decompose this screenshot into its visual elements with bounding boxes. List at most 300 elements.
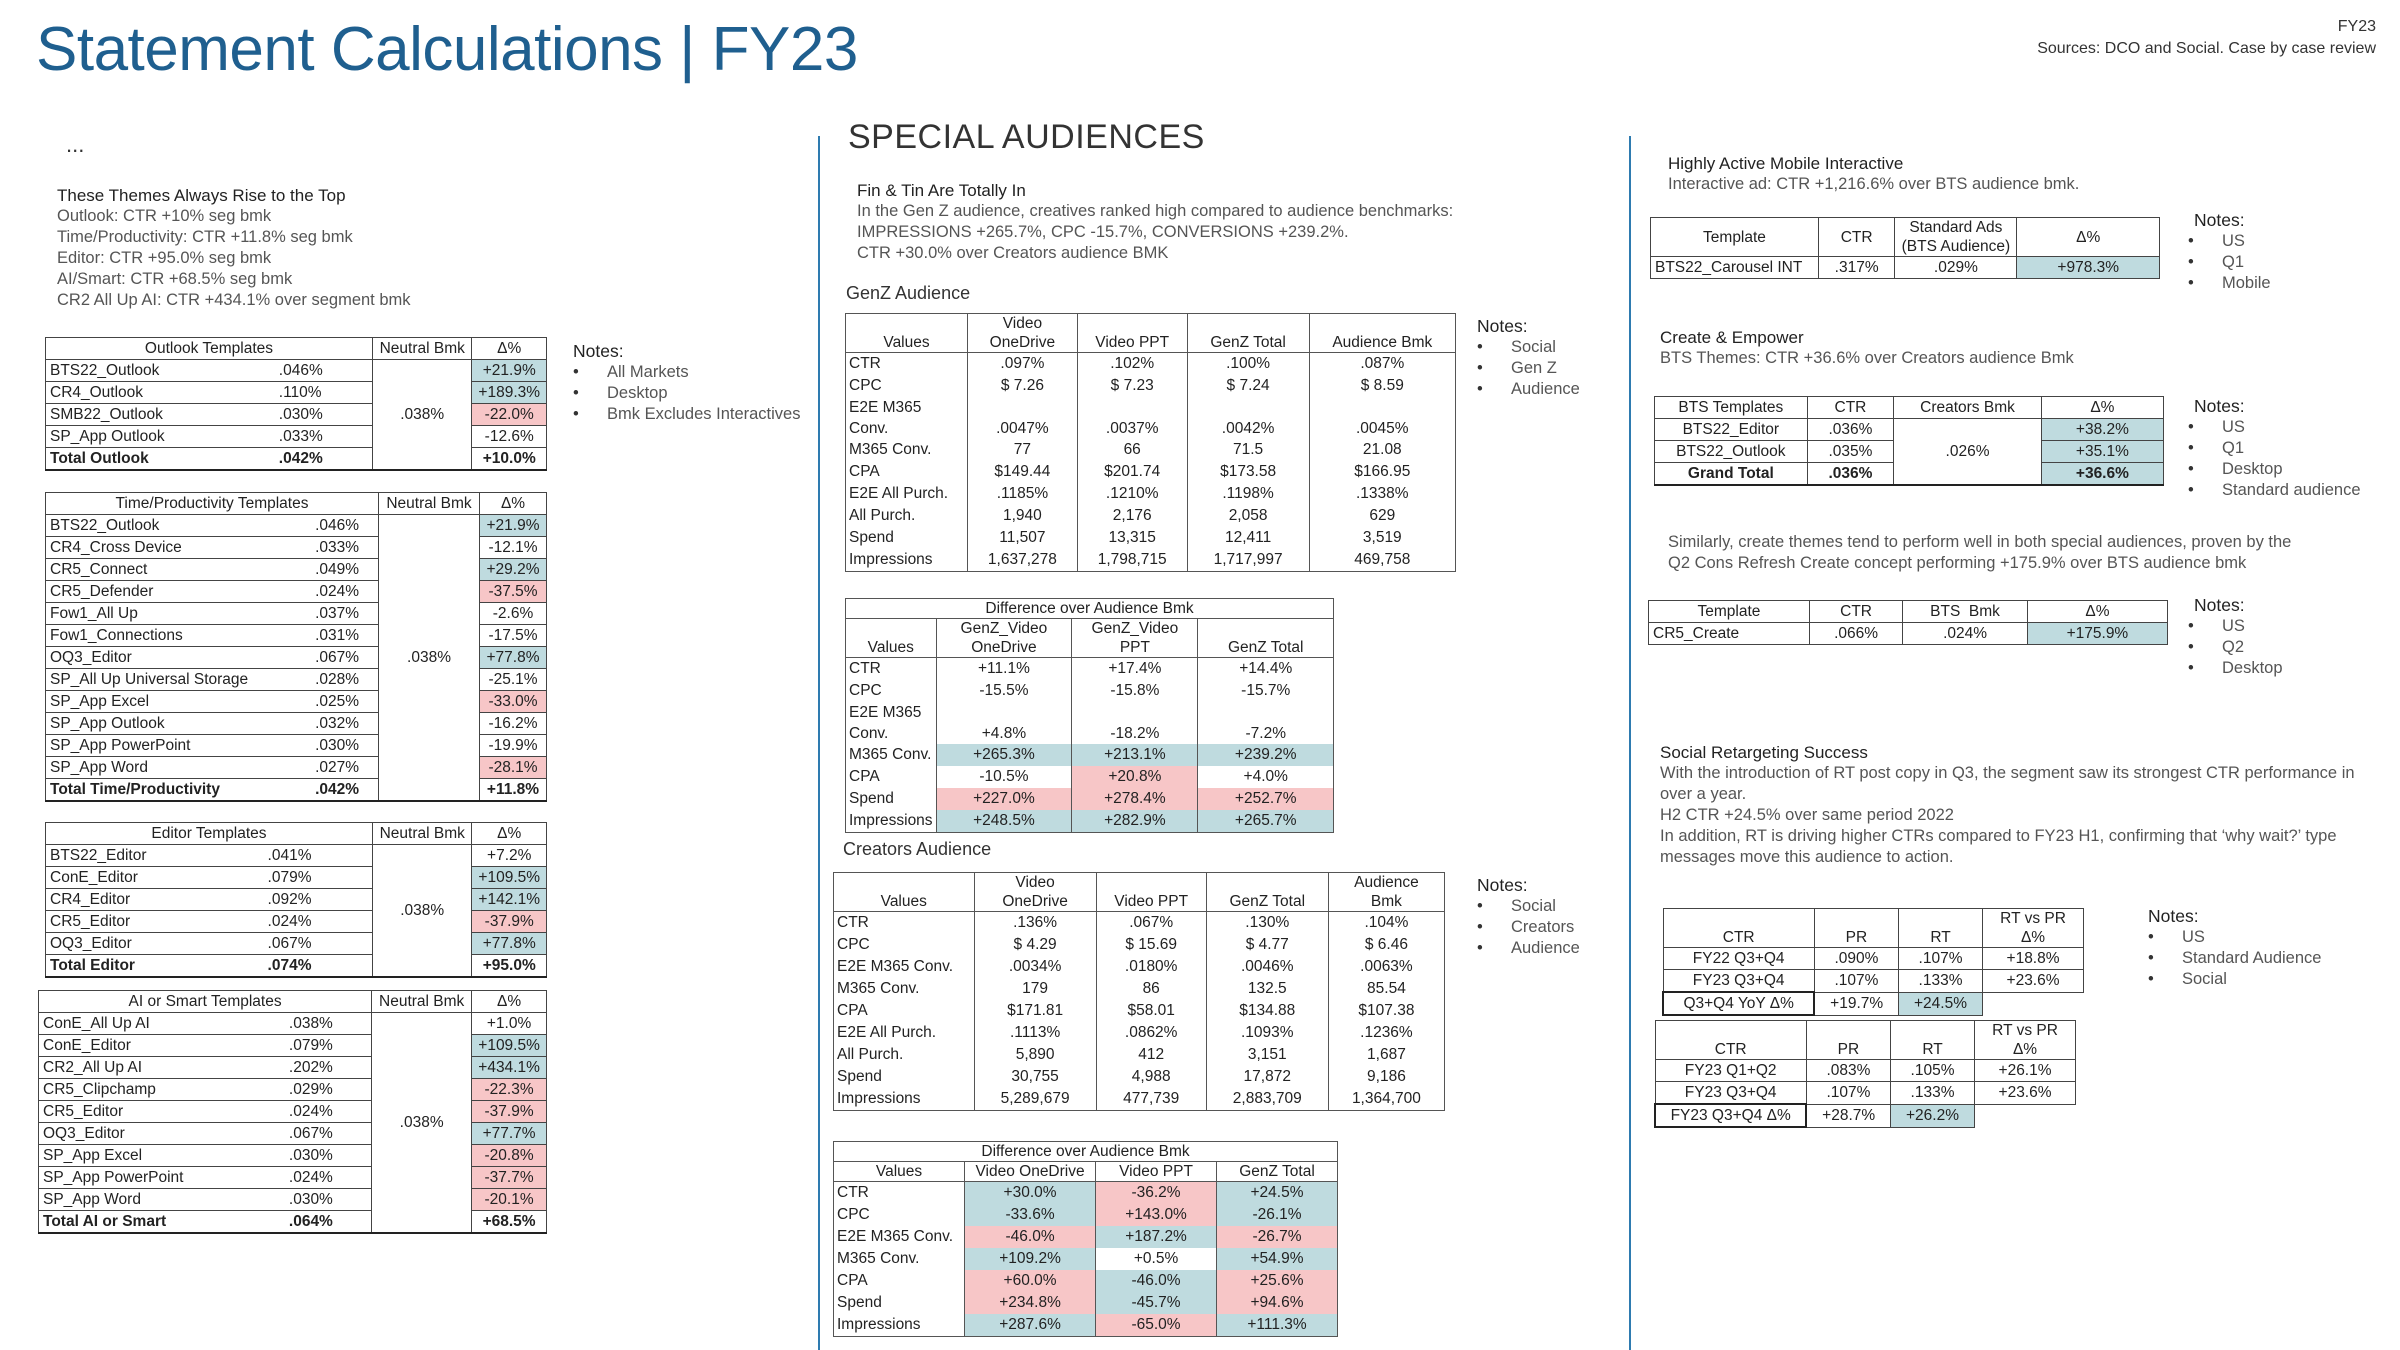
table-row: [846, 810, 1334, 833]
column-header: Video OneDrive: [974, 873, 1096, 912]
note-item: • Audience: [1477, 938, 1580, 959]
metric-value: +143.0%: [1096, 1204, 1217, 1226]
editor-templates-table: [45, 822, 547, 978]
metric-label: CTR: [846, 353, 968, 376]
table-row: [846, 397, 1456, 439]
metric-value: -15.8%: [1072, 680, 1198, 702]
table-header-row: [834, 873, 1445, 912]
metric-value: +94.6%: [1217, 1292, 1338, 1314]
metric-value: +175.9%: [2027, 623, 2167, 645]
table-row: [846, 483, 1456, 505]
social-line: With the introduction of RT post copy in Q3, the segment saw its strongest CTR performance in: [1660, 764, 2355, 782]
column-header: Neutral Bmk: [372, 991, 472, 1013]
table-header-row: [1649, 601, 2168, 623]
table-row: [846, 766, 1334, 788]
table-row: [846, 702, 1334, 744]
create-text: BTS Themes: CTR +36.6% over Creators audience Bmk: [1660, 349, 2074, 367]
column-header: Template: [1651, 218, 1819, 257]
metric-value: 3,519: [1309, 527, 1455, 549]
metric-label: M365 Conv.: [834, 1248, 965, 1270]
ctr-value: .029%: [285, 1079, 372, 1101]
note-item: • Social: [2148, 969, 2321, 990]
fin-title: Fin & Tin Are Totally In: [857, 181, 1026, 200]
metric-label: CPA: [834, 1000, 975, 1022]
metric-label: CPA: [846, 461, 968, 483]
total-ctr: .036%: [1807, 463, 1894, 486]
table-row: [46, 404, 547, 426]
delta-value: -22.3%: [472, 1079, 547, 1101]
genz-difference-table: [845, 598, 1334, 833]
column-header: CTR: [1809, 601, 1902, 623]
note-item: • US: [2188, 231, 2271, 252]
template-name: SP_App PowerPoint: [46, 735, 312, 757]
ctr-value: .030%: [285, 1145, 372, 1167]
template-name: CR2_All Up AI: [39, 1057, 285, 1079]
time-productivity-table: [45, 492, 547, 802]
social-line: messages move this audience to action.: [1660, 848, 1954, 866]
metric-label: M365 Conv.: [834, 978, 975, 1000]
note-item: • Q2: [2188, 637, 2283, 658]
yoy-value: +19.7%: [1814, 992, 1898, 1015]
metric-value: 1,687: [1328, 1044, 1444, 1066]
ellipsis: ...: [66, 132, 85, 157]
metric-value: 1,717,997: [1187, 549, 1309, 572]
left-notes: [573, 341, 801, 425]
column-header: CTR: [1663, 909, 1814, 948]
table-header-row: [46, 493, 547, 515]
metric-value: +4.8%: [936, 702, 1072, 744]
note-item: • US: [2188, 616, 2283, 637]
notes-title: Notes:: [2148, 906, 2199, 926]
table-row: [846, 680, 1334, 702]
ctr-value: .024%: [264, 911, 373, 933]
column-header: Δ%: [472, 823, 547, 845]
metric-value: +18.8%: [1983, 948, 2084, 970]
total-delta: +10.0%: [472, 448, 547, 471]
column-header: Standard Ads (BTS Audience): [1895, 218, 2017, 257]
table-row: [846, 505, 1456, 527]
table-header-row: [46, 823, 547, 845]
delta-value: +21.9%: [480, 515, 547, 537]
column-header: Values: [834, 1162, 965, 1182]
metric-value: 12,411: [1187, 527, 1309, 549]
metric-value: -65.0%: [1096, 1314, 1217, 1337]
metric-value: +14.4%: [1198, 658, 1334, 681]
table-row: [846, 439, 1456, 461]
metric-value: $ 4.29: [974, 934, 1096, 956]
period-label: FY23 Q3+Q4: [1655, 1082, 1806, 1105]
column-header: Template: [1649, 601, 1810, 623]
column-header: Values: [846, 314, 968, 353]
neutral-bmk-value: .038%: [379, 515, 480, 802]
fin-line: CTR +30.0% over Creators audience BMK: [857, 244, 1169, 262]
delta-value: +21.9%: [472, 360, 547, 382]
metric-value: -10.5%: [936, 766, 1072, 788]
total-label: Total Editor: [46, 955, 264, 978]
genz-audience-label: GenZ Audience: [846, 283, 971, 303]
themes-block: [57, 185, 411, 311]
total-delta: +68.5%: [472, 1211, 547, 1234]
note-item: • Desktop: [573, 383, 801, 404]
metric-value: $173.58: [1187, 461, 1309, 483]
metric-value: -18.2%: [1072, 702, 1198, 744]
delta-value: +77.8%: [472, 933, 547, 955]
theme-line: Time/Productivity: CTR +11.8% seg bmk: [57, 228, 353, 246]
neutral-bmk-value: .038%: [372, 360, 472, 471]
column-header: GenZ Total: [1217, 1162, 1338, 1182]
social-title: Social Retargeting Success: [1660, 743, 1868, 762]
metric-value: $ 15.69: [1096, 934, 1206, 956]
metric-label: All Purch.: [834, 1044, 975, 1066]
fin-line: In the Gen Z audience, creatives ranked high compared to audience benchmarks:: [857, 202, 1454, 220]
total-delta: +11.8%: [480, 779, 547, 802]
cr5-create-table: [1648, 600, 2168, 645]
metric-value: 5,289,679: [974, 1088, 1096, 1111]
ctr-value: .033%: [311, 537, 378, 559]
metric-value: 1,798,715: [1077, 549, 1187, 572]
metric-value: -33.6%: [965, 1204, 1096, 1226]
column-header: Neutral Bmk: [372, 823, 472, 845]
social-line: over a year.: [1660, 785, 1747, 803]
mobile-notes-list: [2188, 231, 2271, 294]
metric-value: +227.0%: [936, 788, 1072, 810]
column-header: GenZ Total: [1206, 873, 1328, 912]
delta-value: -22.0%: [472, 404, 547, 426]
note-item: • Standard Audience: [2148, 948, 2321, 969]
column-header: Video PPT: [1096, 873, 1206, 912]
column-header: Audience Bmk: [1328, 873, 1444, 912]
similar-block: [1668, 532, 2291, 574]
ctr-value: .067%: [285, 1123, 372, 1145]
delta-value: +109.5%: [472, 1035, 547, 1057]
metric-value: 71.5: [1187, 439, 1309, 461]
table-row: [834, 1270, 1338, 1292]
yoy-value: +24.5%: [1898, 992, 1982, 1015]
fiscal-year-label: FY23: [2337, 18, 2376, 35]
similar-line: Similarly, create themes tend to perform well in both special audiences, proven by the: [1668, 533, 2292, 551]
table-row: [1655, 419, 2164, 441]
delta-value: -37.7%: [472, 1167, 547, 1189]
template-name: BTS22_Outlook: [1655, 441, 1808, 463]
delta-value: +434.1%: [472, 1057, 547, 1079]
metric-value: +23.6%: [1983, 970, 2084, 993]
sources-block: [2037, 16, 2376, 60]
metric-value: $ 4.77: [1206, 934, 1328, 956]
delta-value: -37.9%: [472, 1101, 547, 1123]
metric-value: +25.6%: [1217, 1270, 1338, 1292]
create-title: Create & Empower: [1660, 328, 1804, 347]
column-header: Outlook Templates: [46, 338, 373, 360]
column-header: BTS Templates: [1655, 397, 1808, 419]
column-header: Video PPT: [1096, 1162, 1217, 1182]
metric-value: .133%: [1898, 970, 1982, 993]
ctr-value: .032%: [311, 713, 378, 735]
metric-value: .0047%: [968, 397, 1078, 439]
table-row: [834, 1022, 1445, 1044]
table-row: [46, 889, 547, 911]
table-title-row: [834, 1142, 1338, 1162]
template-name: BTS22_Outlook: [46, 515, 312, 537]
column-header: CTR: [1818, 218, 1894, 257]
table-row: [846, 375, 1456, 397]
metric-label: E2E All Purch.: [846, 483, 968, 505]
metric-value: 17,872: [1206, 1066, 1328, 1088]
metric-value: .1338%: [1309, 483, 1455, 505]
delta-value: +77.8%: [480, 647, 547, 669]
table-header-row: [834, 1162, 1338, 1182]
metric-value: +0.5%: [1096, 1248, 1217, 1270]
metric-value: 11,507: [968, 527, 1078, 549]
table-row: [1651, 257, 2160, 279]
note-item: • Mobile: [2188, 273, 2271, 294]
metric-value: +239.2%: [1198, 744, 1334, 766]
metric-value: -46.0%: [1096, 1270, 1217, 1292]
metric-value: .105%: [1890, 1060, 1974, 1082]
table-row: [46, 933, 547, 955]
ctr-value: .041%: [264, 845, 373, 867]
template-name: SP_App Excel: [46, 691, 312, 713]
metric-value: +20.8%: [1072, 766, 1198, 788]
metric-value: 3,151: [1206, 1044, 1328, 1066]
ctr-value: .035%: [1807, 441, 1894, 463]
table-header-row: [846, 314, 1456, 353]
metric-label: CPC: [846, 375, 968, 397]
metric-value: 412: [1096, 1044, 1206, 1066]
delta-value: +142.1%: [472, 889, 547, 911]
period-label: FY22 Q3+Q4: [1663, 948, 1814, 970]
create-block: [1660, 327, 2074, 369]
metric-value: 2,058: [1187, 505, 1309, 527]
creators-audience-label: Creators Audience: [843, 839, 992, 859]
metric-value: 86: [1096, 978, 1206, 1000]
template-name: CR5_Create: [1649, 623, 1810, 645]
yoy-value: +26.2%: [1890, 1104, 1974, 1127]
delta-value: -37.5%: [480, 581, 547, 603]
note-item: • Q1: [2188, 252, 2271, 273]
delta-value: +38.2%: [2041, 419, 2163, 441]
yoy-value: +28.7%: [1806, 1104, 1890, 1127]
ctr-value: .067%: [311, 647, 378, 669]
metric-value: .130%: [1206, 912, 1328, 935]
template-name: CR5_Defender: [46, 581, 312, 603]
yoy-label: FY23 Q3+Q4 Δ%: [1655, 1104, 1806, 1127]
column-header: RT: [1890, 1021, 1974, 1060]
ctr-value: .030%: [275, 404, 373, 426]
note-item: • US: [2148, 927, 2321, 948]
metric-label: Spend: [846, 527, 968, 549]
template-name: ConE_All Up AI: [39, 1013, 285, 1035]
metric-value: +111.3%: [1217, 1314, 1338, 1337]
metric-value: 1,637,278: [968, 549, 1078, 572]
metric-value: -36.2%: [1096, 1182, 1217, 1205]
creators-difference-table: [833, 1141, 1338, 1337]
rt-h1-table: [1654, 1020, 2076, 1128]
metric-label: CPA: [846, 766, 937, 788]
total-ctr: .042%: [275, 448, 373, 471]
metric-value: .100%: [1187, 353, 1309, 376]
metric-value: +26.1%: [1975, 1060, 2076, 1082]
metric-value: +24.5%: [1217, 1182, 1338, 1205]
metric-value: .087%: [1309, 353, 1455, 376]
metric-value: 477,739: [1096, 1088, 1206, 1111]
ctr-value: .049%: [311, 559, 378, 581]
table-row: [834, 956, 1445, 978]
table-header-row: [1655, 397, 2164, 419]
table-row: [46, 845, 547, 867]
template-name: SMB22_Outlook: [46, 404, 275, 426]
total-label: Grand Total: [1655, 463, 1808, 486]
delta-value: -16.2%: [480, 713, 547, 735]
yoy-label: Q3+Q4 YoY Δ%: [1663, 992, 1814, 1015]
column-header: PR: [1806, 1021, 1890, 1060]
note-item: • Social: [1477, 896, 1580, 917]
template-name: SP_App Outlook: [46, 426, 275, 448]
ctr-value: .067%: [264, 933, 373, 955]
metric-label: CPC: [834, 934, 975, 956]
theme-line: CR2 All Up AI: CTR +434.1% over segment bmk: [57, 291, 411, 309]
template-name: SP_App Word: [39, 1189, 285, 1211]
metric-value: .107%: [1814, 970, 1898, 993]
metric-label: Spend: [846, 788, 937, 810]
table-row: [846, 461, 1456, 483]
column-header: RT: [1898, 909, 1982, 948]
yoy-row: [1655, 1104, 2076, 1127]
metric-value: +282.9%: [1072, 810, 1198, 833]
table-row: [46, 911, 547, 933]
mobile-notes: [1992, 210, 2245, 231]
metric-value: .107%: [1806, 1082, 1890, 1105]
note-item: • Q1: [2188, 438, 2361, 459]
metric-value: 77: [968, 439, 1078, 461]
ctr-value: .110%: [275, 382, 373, 404]
note-item: • All Markets: [573, 362, 801, 383]
metric-value: +4.0%: [1198, 766, 1334, 788]
delta-value: -37.9%: [472, 911, 547, 933]
total-row: [46, 955, 547, 978]
delta-value: +1.0%: [472, 1013, 547, 1035]
metric-value: 1,364,700: [1328, 1088, 1444, 1111]
metric-value: 2,883,709: [1206, 1088, 1328, 1111]
column-header: Time/Productivity Templates: [46, 493, 379, 515]
template-name: SP_App PowerPoint: [39, 1167, 285, 1189]
metric-value: .090%: [1814, 948, 1898, 970]
metric-value: 13,315: [1077, 527, 1187, 549]
delta-value: +7.2%: [472, 845, 547, 867]
table-row: [834, 1000, 1445, 1022]
notes-title: Notes:: [2194, 595, 2245, 615]
metric-value: .0862%: [1096, 1022, 1206, 1044]
column-header: Audience Bmk: [1309, 314, 1455, 353]
column-header: BTS Bmk: [1903, 601, 2028, 623]
notes-title: Notes:: [573, 341, 624, 361]
ctr-value: .079%: [285, 1035, 372, 1057]
theme-line: Editor: CTR +95.0% seg bmk: [57, 249, 272, 267]
ctr-value: .037%: [311, 603, 378, 625]
ctr-value: .030%: [285, 1189, 372, 1211]
template-name: CR4_Cross Device: [46, 537, 312, 559]
table-row: [834, 1044, 1445, 1066]
metric-label: E2E M365 Conv.: [834, 1226, 965, 1248]
column-header: Neutral Bmk: [372, 338, 472, 360]
ctr-value: .024%: [285, 1101, 372, 1123]
metric-value: .104%: [1328, 912, 1444, 935]
template-name: OQ3_Editor: [39, 1123, 285, 1145]
note-item: • Bmk Excludes Interactives: [573, 404, 801, 425]
creators-notes: [1477, 875, 1580, 959]
column-header: Δ%: [472, 338, 547, 360]
neutral-bmk-value: .038%: [372, 845, 472, 978]
metric-value: +30.0%: [965, 1182, 1096, 1205]
delta-value: -25.1%: [480, 669, 547, 691]
table-row: [834, 1292, 1338, 1314]
metric-label: E2E M365 Conv.: [834, 956, 975, 978]
themes-title: These Themes Always Rise to the Top: [57, 186, 346, 205]
total-label: Total Time/Productivity: [46, 779, 312, 802]
total-delta: +36.6%: [2041, 463, 2163, 486]
metric-value: $ 7.24: [1187, 375, 1309, 397]
table-row: [46, 515, 547, 537]
metric-value: 179: [974, 978, 1096, 1000]
metric-value: 85.54: [1328, 978, 1444, 1000]
metric-value: .029%: [1895, 257, 2017, 279]
delta-value: -28.1%: [480, 757, 547, 779]
column-header: RT vs PR Δ%: [1983, 909, 2084, 948]
note-item: • Standard audience: [2188, 480, 2361, 501]
divider-right: [1629, 136, 1631, 1350]
column-header: AI or Smart Templates: [39, 991, 372, 1013]
metric-value: .067%: [1096, 912, 1206, 935]
metric-value: +11.1%: [936, 658, 1072, 681]
metric-value: .1198%: [1187, 483, 1309, 505]
column-header: Δ%: [2017, 218, 2160, 257]
metric-value: .0045%: [1309, 397, 1455, 439]
table-row: [834, 1088, 1445, 1111]
metric-value: .083%: [1806, 1060, 1890, 1082]
metric-value: -46.0%: [965, 1226, 1096, 1248]
table-row: [846, 788, 1334, 810]
metric-value: .133%: [1890, 1082, 1974, 1105]
metric-value: -7.2%: [1198, 702, 1334, 744]
column-header: GenZ_Video PPT: [1072, 619, 1198, 658]
note-item: • Creators: [1477, 917, 1580, 938]
metric-value: 132.5: [1206, 978, 1328, 1000]
social-block: [1660, 742, 2355, 868]
table-row: [834, 1204, 1338, 1226]
note-item: • US: [2188, 417, 2361, 438]
table-header-row: [46, 338, 547, 360]
rt-yoy-table: [1662, 908, 2084, 1016]
metric-label: CPC: [834, 1204, 965, 1226]
column-header: GenZ Total: [1198, 619, 1334, 658]
ctr-value: .024%: [311, 581, 378, 603]
metric-value: 21.08: [1309, 439, 1455, 461]
total-row: [46, 448, 547, 471]
ctr-value: .038%: [285, 1013, 372, 1035]
ctr-value: .079%: [264, 867, 373, 889]
metric-value: .317%: [1818, 257, 1894, 279]
ctr-value: .046%: [275, 360, 373, 382]
mobile-text: Interactive ad: CTR +1,216.6% over BTS audience bmk.: [1668, 175, 2080, 193]
metric-value: $ 6.46: [1328, 934, 1444, 956]
genz-audience-table: [845, 313, 1456, 572]
table-header-row: [1663, 909, 2084, 948]
metric-value: +213.1%: [1072, 744, 1198, 766]
metric-label: Spend: [834, 1066, 975, 1088]
note-item: • Gen Z: [1477, 358, 1580, 379]
metric-value: -26.1%: [1217, 1204, 1338, 1226]
delta-value: -12.1%: [480, 537, 547, 559]
table-row: [1649, 623, 2168, 645]
